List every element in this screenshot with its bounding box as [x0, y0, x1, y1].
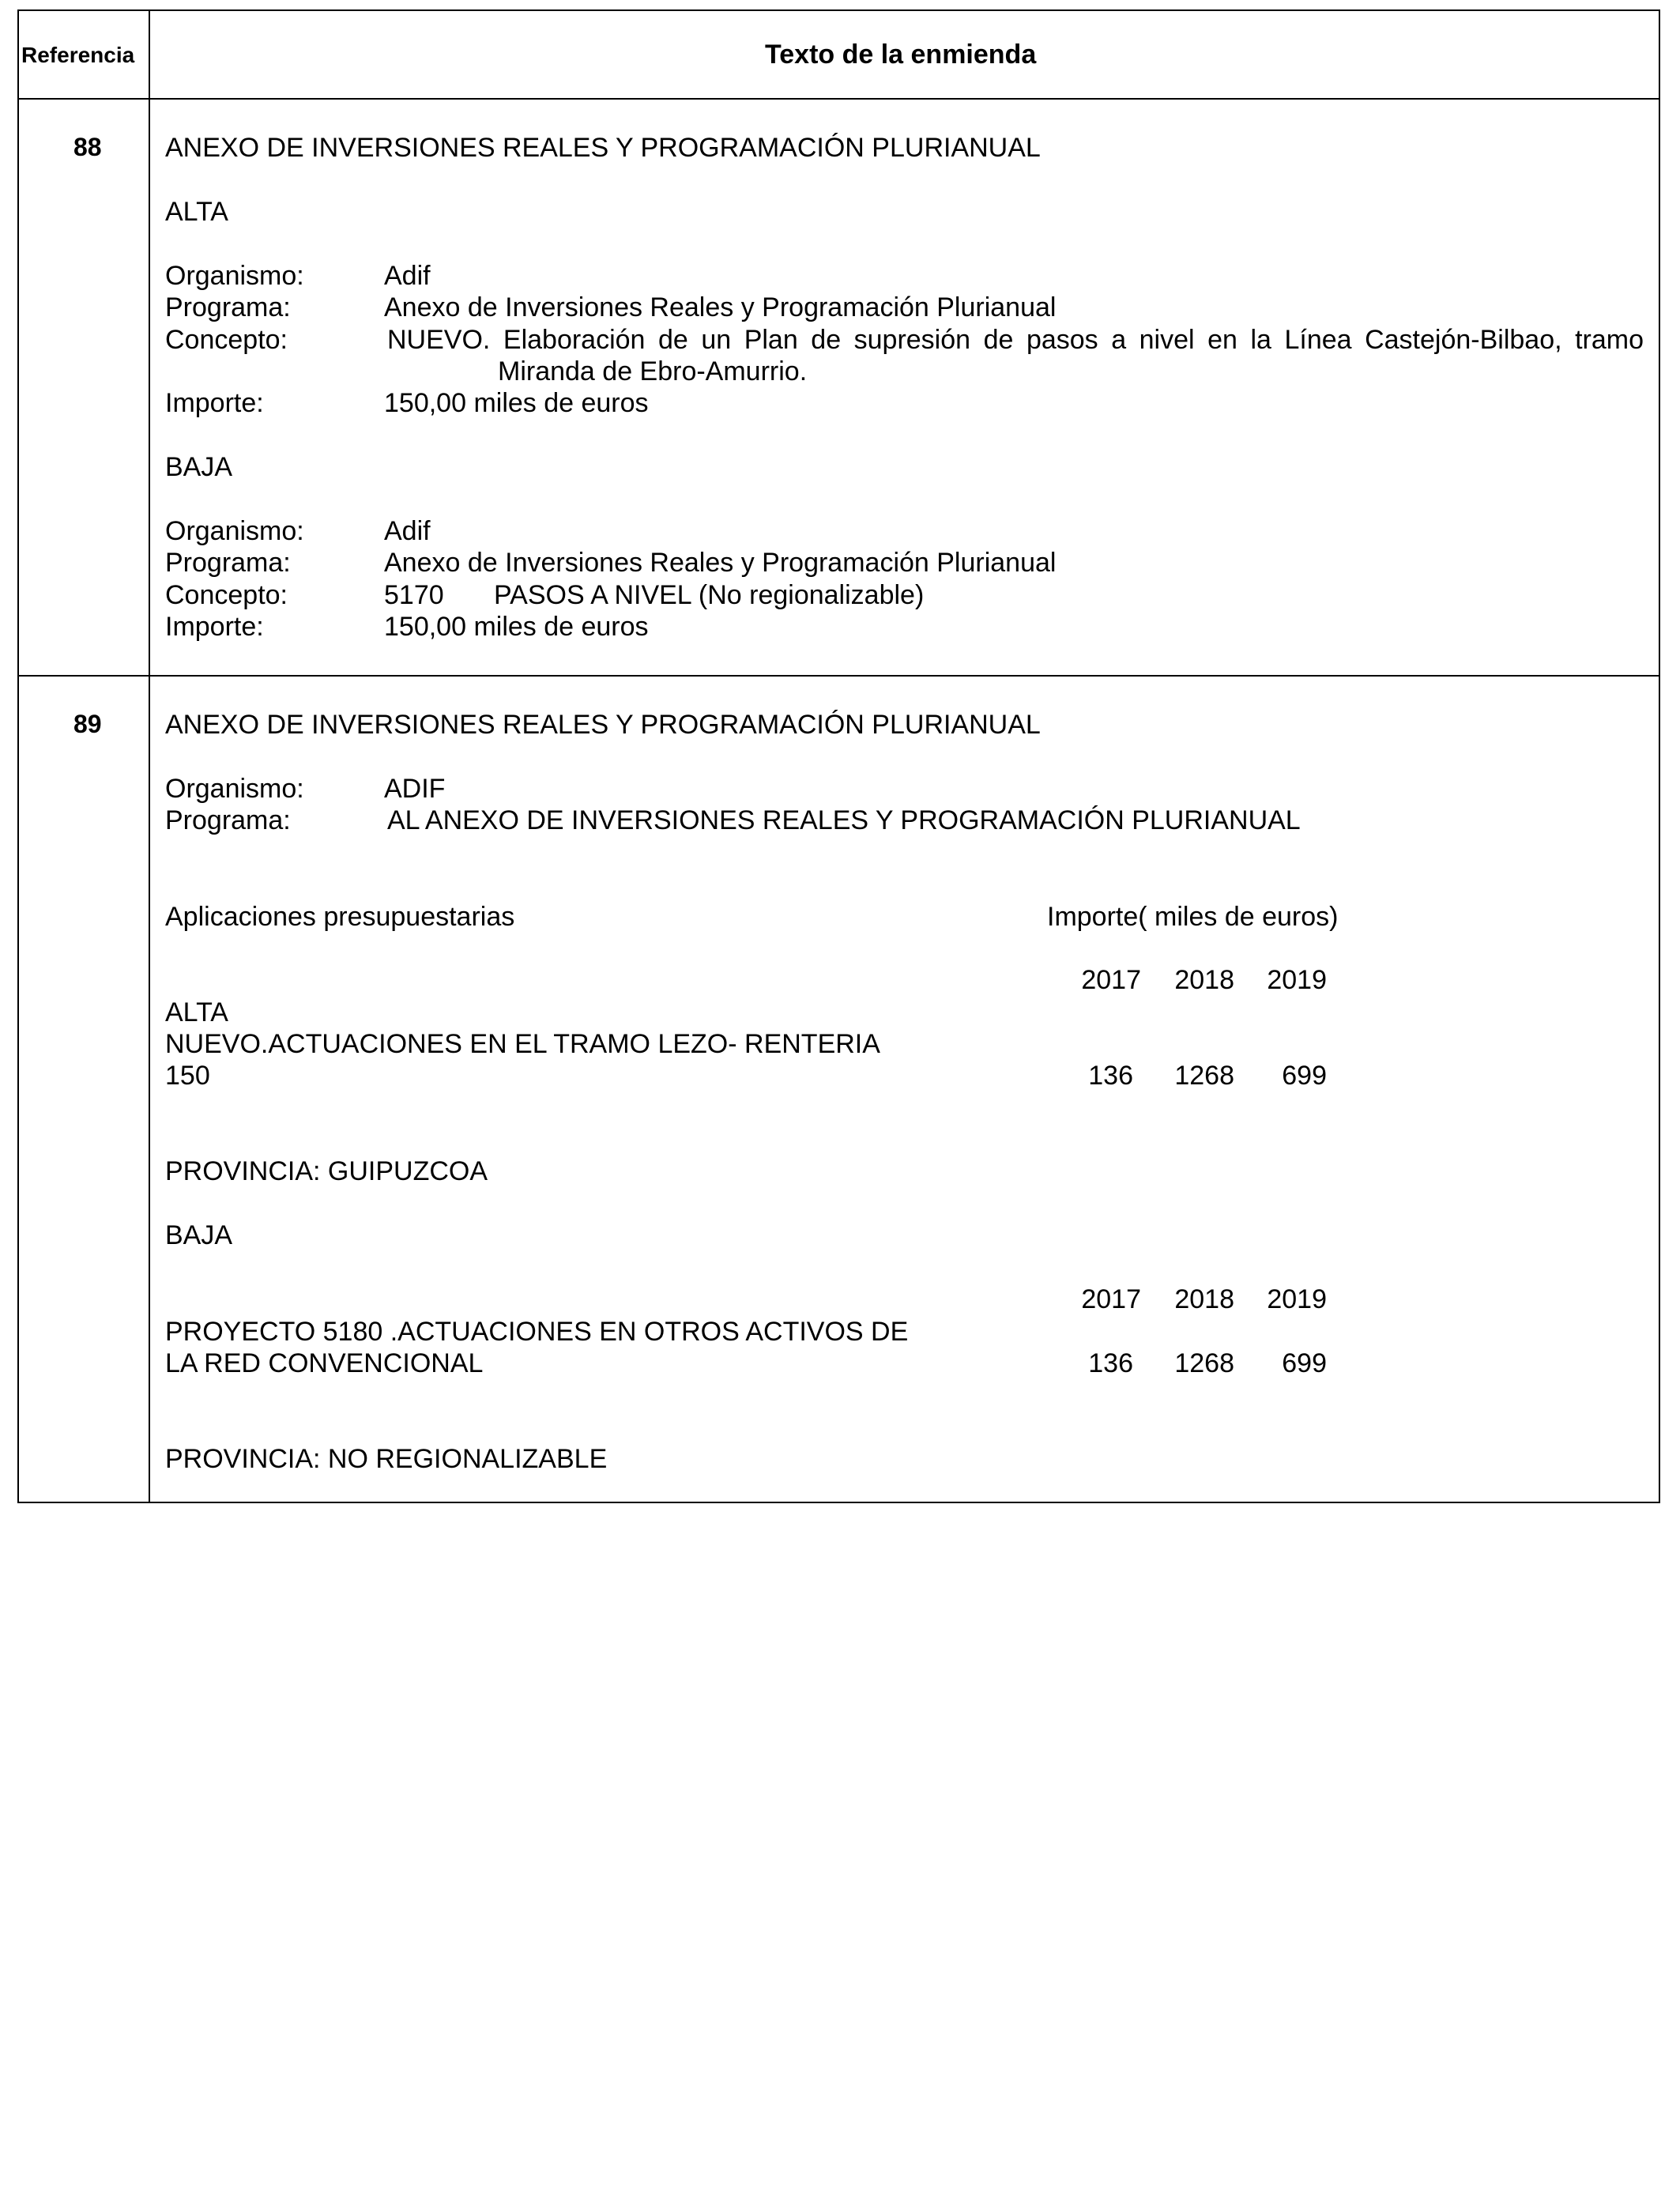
importe-label: Importe:	[165, 388, 264, 418]
year-header: 2017	[1081, 1284, 1141, 1314]
programa-label: Programa:	[165, 805, 291, 835]
amendment-title: ANEXO DE INVERSIONES REALES Y PROGRAMACIÓN PLURIANUAL	[165, 710, 1041, 740]
alta-heading: ALTA	[165, 197, 228, 227]
amendment-title: ANEXO DE INVERSIONES REALES Y PROGRAMACIÓN PLURIANUAL	[165, 133, 1041, 163]
year-header: 2018	[1174, 1284, 1234, 1314]
importe-2017: 136	[1088, 1348, 1133, 1378]
alta-line1: NUEVO.ACTUACIONES EN EL TRAMO LEZO- RENTERIA	[165, 1029, 880, 1059]
programa-value: Anexo de Inversiones Reales y Programación Plurianual	[384, 548, 1057, 578]
year-header: 2018	[1174, 965, 1234, 995]
importe-value: 150,00 miles de euros	[384, 388, 649, 418]
header-texto-enmienda: Texto de la enmienda	[765, 40, 1037, 70]
importe-header: Importe( miles de euros)	[1047, 902, 1339, 932]
organismo-label: Organismo:	[165, 774, 304, 804]
provincia-label: PROVINCIA: GUIPUZCOA	[165, 1156, 488, 1186]
organismo-value: ADIF	[384, 774, 446, 804]
importe-2018: 1268	[1174, 1348, 1234, 1378]
column-divider	[149, 11, 150, 1502]
programa-label: Programa:	[165, 548, 291, 578]
programa-value: AL ANEXO DE INVERSIONES REALES Y PROGRAMACIÓN PLURIANUAL	[387, 805, 1301, 835]
concepto-label: Concepto:	[165, 325, 288, 355]
baja-line1: PROYECTO 5180 .ACTUACIONES EN OTROS ACTIVOS DE	[165, 1317, 909, 1347]
organismo-label: Organismo:	[165, 261, 304, 291]
importe-value: 150,00 miles de euros	[384, 612, 649, 642]
amendments-table	[17, 9, 1660, 1503]
concepto-value: PASOS A NIVEL (No regionalizable)	[494, 580, 925, 610]
header-divider	[19, 98, 1659, 100]
reference-number: 88	[73, 133, 102, 161]
programa-label: Programa:	[165, 292, 291, 322]
concepto-value-line1: NUEVO. Elaboración de un Plan de supresión de pasos a nivel en la Línea Castejón-Bilbao, tramo	[387, 325, 1644, 355]
importe-2019: 699	[1282, 1061, 1327, 1091]
importe-label: Importe:	[165, 612, 264, 642]
aplicaciones-label: Aplicaciones presupuestarias	[165, 902, 515, 932]
row-divider	[19, 675, 1659, 677]
reference-number: 89	[73, 710, 102, 738]
year-header: 2019	[1267, 1284, 1327, 1314]
concepto-label: Concepto:	[165, 580, 288, 610]
year-header: 2017	[1081, 965, 1141, 995]
header-referencia: Referencia	[21, 43, 135, 67]
alta-line2: 150	[165, 1061, 210, 1091]
importe-2019: 699	[1282, 1348, 1327, 1378]
provincia-label: PROVINCIA: NO REGIONALIZABLE	[165, 1444, 608, 1474]
organismo-label: Organismo:	[165, 516, 304, 546]
baja-line2: LA RED CONVENCIONAL	[165, 1348, 484, 1378]
year-header: 2019	[1267, 965, 1327, 995]
importe-2018: 1268	[1174, 1061, 1234, 1091]
importe-2017: 136	[1088, 1061, 1133, 1091]
baja-heading: BAJA	[165, 452, 233, 482]
organismo-value: Adif	[384, 261, 431, 291]
alta-heading: ALTA	[165, 997, 228, 1027]
programa-value: Anexo de Inversiones Reales y Programación Plurianual	[384, 292, 1057, 322]
concepto-code: 5170	[384, 580, 444, 610]
organismo-value: Adif	[384, 516, 431, 546]
concepto-value-line2: Miranda de Ebro-Amurrio.	[498, 356, 808, 386]
baja-heading: BAJA	[165, 1220, 233, 1250]
